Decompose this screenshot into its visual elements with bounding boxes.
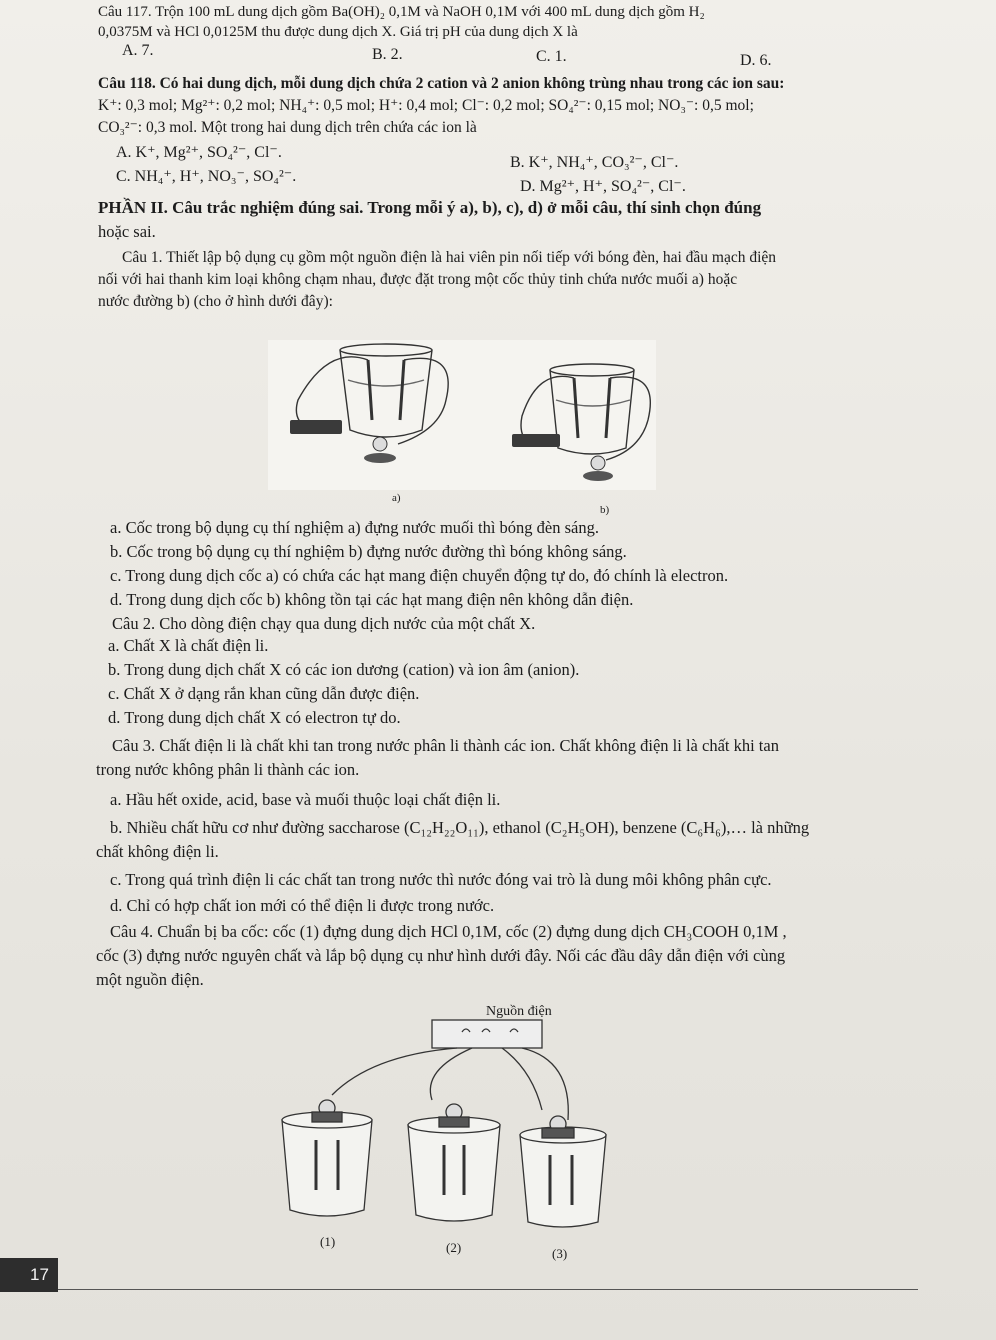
part2-heading-cont: hoặc sai. — [98, 222, 156, 241]
q117-line-1: Câu 117. Trộn 100 mL dung dịch gồm Ba(OH)₂ 0,1M và NaOH 0,1M với 400 mL dung dịch gồm H₂ — [98, 4, 705, 20]
q117-option-c: C. 1. — [536, 48, 567, 65]
c1-line-2: nối với hai thanh kim loại không chạm nhau, được đặt trong một cốc thủy tinh chứa nước muối a) hoặc — [98, 271, 738, 288]
c2-statement-d: d. Trong dung dịch chất X có electron tự do. — [108, 708, 401, 727]
beaker-1 — [282, 1100, 372, 1216]
q117-option-d: D. 6. — [740, 52, 772, 69]
beaker-label-3: (3) — [552, 1246, 568, 1261]
c3-statement-d: d. Chỉ có hợp chất ion mới có thể điện li được trong nước. — [110, 896, 495, 915]
q118-option-d: D. Mg²⁺, H⁺, SO₄²⁻, Cl⁻. — [520, 178, 686, 195]
beaker-2 — [408, 1104, 500, 1221]
c3-line-1: Câu 3. Chất điện li là chất khi tan trong nước phân li thành các ion. Chất không điện li là chất khi tan — [112, 736, 779, 755]
figure-label-a: a) — [392, 492, 401, 504]
c1-statement-c: c. Trong dung dịch cốc a) có chứa các hạt mang điện chuyển động tự do, đó chính là electron. — [110, 566, 729, 585]
c1-statement-b: b. Cốc trong bộ dụng cụ thí nghiệm b) đựng nước đường thì bóng không sáng. — [110, 542, 627, 561]
c1-line-1: Câu 1. Thiết lập bộ dụng cụ gồm một nguồn điện là hai viên pin nối tiếp với bóng đèn, hai đầu mạch điện — [122, 249, 777, 266]
page-number: 17 — [0, 1258, 58, 1292]
battery-b — [512, 434, 560, 447]
footer-divider — [58, 1289, 918, 1290]
battery-a — [290, 420, 342, 434]
c1-statement-a: a. Cốc trong bộ dụng cụ thí nghiệm a) đựng nước muối thì bóng đèn sáng. — [110, 518, 599, 537]
q117-line-2: 0,0375M và HCl 0,0125M thu được dung dịch X. Giá trị pH của dung dịch X là — [98, 24, 578, 40]
beaker-label-2: (2) — [446, 1240, 462, 1255]
q117-option-b: B. 2. — [372, 46, 403, 63]
c4-line-2: cốc (3) đựng nước nguyên chất và lắp bộ dụng cụ như hình dưới đây. Nối các đầu dây dẫn điện với cùng — [96, 946, 786, 965]
c2-statement-b: b. Trong dung dịch chất X có các ion dương (cation) và ion âm (anion). — [108, 660, 580, 679]
c1-statement-d: d. Trong dung dịch cốc b) không tồn tại các hạt mang điện nên không dẫn điện. — [110, 590, 634, 609]
figure-three-beakers — [272, 1000, 622, 1250]
beakers-illustration — [272, 1000, 622, 1250]
q118-line-1: Câu 118. Có hai dung dịch, mỗi dung dịch chứa 2 cation và 2 anion không trùng nhau trong các ion sau: — [98, 75, 785, 92]
q117-option-a: A. 7. — [122, 42, 154, 59]
c2-statement-c: c. Chất X ở dạng rắn khan cũng dẫn được điện. — [108, 684, 420, 703]
beaker-3 — [520, 1116, 606, 1227]
c3-statement-c: c. Trong quá trình điện li các chất tan trong nước thì nước đóng vai trò là dung môi không phân cực. — [110, 870, 772, 889]
q118-option-b: B. K⁺, NH₄⁺, CO₃²⁻, Cl⁻. — [510, 154, 679, 171]
c4-line-3: một nguồn điện. — [96, 970, 204, 989]
c4-line-1: Câu 4. Chuẩn bị ba cốc: cốc (1) đựng dung dịch HCl 0,1M, cốc (2) đựng dung dịch CH₃COOH 0,1M , — [110, 922, 787, 941]
q118-option-c: C. NH₄⁺, H⁺, NO₃⁻, SO₄²⁻. — [116, 168, 297, 185]
c3-line-2: trong nước không phân li thành các ion. — [96, 760, 360, 779]
c3-statement-b-1: b. Nhiều chất hữu cơ như đường saccharose (C₁₂H₂₂O₁₁), ethanol (C₂H₅OH), benzene (C₆H₆),… là những — [110, 818, 810, 837]
c2-statement-a: a. Chất X là chất điện li. — [108, 636, 269, 655]
power-source-label: Nguồn điện — [486, 1004, 552, 1019]
c2-stem: Câu 2. Cho dòng điện chạy qua dung dịch nước của một chất X. — [112, 614, 536, 633]
beaker-label-1: (1) — [320, 1234, 336, 1249]
c3-statement-b-2: chất không điện li. — [96, 842, 219, 861]
q118-option-a: A. K⁺, Mg²⁺, SO₄²⁻, Cl⁻. — [116, 144, 282, 161]
circuit-illustration — [268, 340, 656, 490]
q118-line-2: K⁺: 0,3 mol; Mg²⁺: 0,2 mol; NH₄⁺: 0,5 mol; H⁺: 0,4 mol; Cl⁻: 0,2 mol; SO₄²⁻: 0,15 mol; NO₃⁻: 0,5 mol; — [98, 97, 754, 114]
figure-label-b: b) — [600, 504, 610, 516]
power-box — [432, 1020, 542, 1048]
c3-statement-a: a. Hầu hết oxide, acid, base và muối thuộc loại chất điện li. — [110, 790, 501, 809]
part2-heading: PHẦN II. Câu trắc nghiệm đúng sai. Trong mỗi ý a), b), c), d) ở mỗi câu, thí sinh chọn đúng — [98, 198, 762, 217]
c1-line-3: nước đường b) (cho ở hình dưới đây): — [98, 293, 333, 310]
bulb-a — [364, 437, 396, 463]
q118-line-3: CO₃²⁻: 0,3 mol. Một trong hai dung dịch trên chứa các ion là — [98, 119, 477, 136]
figure-salt-sugar-circuits — [268, 340, 656, 490]
